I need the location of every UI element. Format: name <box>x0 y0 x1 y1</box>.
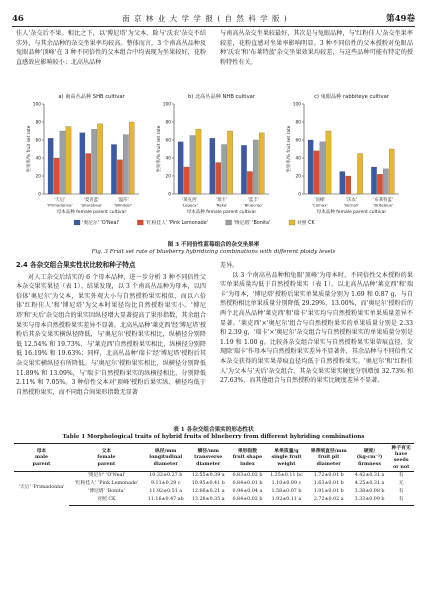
header-line: 纵径/mm <box>155 448 177 455</box>
bar <box>54 158 59 194</box>
bar <box>357 154 362 195</box>
table-cell: 无 <box>398 481 404 487</box>
panel-title: c) 兔眼品种 rabbiteye cultivar <box>314 94 389 100</box>
bar <box>129 122 134 194</box>
header-line: fruit shape <box>232 454 263 461</box>
y-tick-label: 40 <box>35 156 41 162</box>
category-label: '蓝丰' <box>247 198 259 203</box>
table-cell: '奥尼尔' 'O'Neal' <box>87 472 126 478</box>
category-label-en: 'Legacy' <box>181 202 198 208</box>
header-line: 种子有无 <box>391 445 411 451</box>
female-parent-cell: '天后' 'Primadonna' <box>18 485 65 491</box>
bar <box>326 131 331 194</box>
x-axis-label: 母本品种 female parent cultivar <box>316 210 387 215</box>
table-cell: 13.28±0.35 a <box>188 496 229 505</box>
y-tick-label: 100 <box>162 102 171 108</box>
y-tick-label: 60 <box>35 138 41 144</box>
table-cell: 10.95±0.41 b <box>191 481 225 487</box>
y-tick-label: 20 <box>35 174 41 180</box>
figure-caption-cn: 图 3 不同倍性蓝莓组合的杂交坐果率 <box>167 242 260 248</box>
bar <box>60 131 65 194</box>
bar <box>111 145 116 195</box>
table-caption-cn: 表 1 各杂交组合果实的形态性状 <box>173 427 254 433</box>
body-right-paragraph-1: 差异。 <box>220 262 239 269</box>
y-tick-label: 100 <box>292 102 301 108</box>
table-cell: 有 <box>388 496 414 505</box>
bar <box>314 151 319 194</box>
legend-label: '红粉佳人' 'Pink Lemonade' <box>145 221 208 226</box>
header-line: index <box>240 460 255 467</box>
y-tick-label: 40 <box>165 156 171 162</box>
bar <box>66 127 71 195</box>
header-line: diameter <box>196 460 221 467</box>
legend-swatch <box>137 220 143 225</box>
bar <box>320 142 325 194</box>
y-tick-label: 60 <box>165 138 171 144</box>
bar <box>241 145 246 194</box>
table-cell: 9.11±0.29 c <box>150 481 181 487</box>
bar <box>383 169 388 194</box>
figure-3 <box>14 90 414 240</box>
header-line: weight <box>277 460 296 467</box>
table-header-cell <box>388 444 414 472</box>
x-axis-label: 母本品种 female parent cultivar <box>56 210 127 215</box>
y-tick-label: 40 <box>295 156 301 162</box>
header-line: 果形指数 <box>237 448 258 455</box>
bar <box>253 140 258 194</box>
bar <box>308 140 313 194</box>
y-tick-label: 80 <box>165 120 171 126</box>
bar <box>117 160 122 194</box>
category-label: '夏普蓝' <box>83 198 100 203</box>
panel-title: b) 北高丛品种 NHB cultivar <box>188 94 255 100</box>
table-body <box>14 471 414 505</box>
table-header-cell <box>266 444 307 472</box>
table-caption-en: Table 1 Morphological traits of hybrid fruits of blueberry from different hybriding combinations <box>62 434 365 440</box>
table-row <box>14 488 414 496</box>
bar <box>190 136 195 195</box>
header-line: 硬度/ <box>363 448 376 455</box>
table-cell: 11.92±0.51 a <box>149 489 183 495</box>
table-row <box>14 480 414 488</box>
table-header-cell <box>14 444 69 472</box>
header-line: longitudinal <box>149 454 183 461</box>
table-cell: 12.55±0.39 a <box>191 472 225 478</box>
header-line: male <box>35 454 49 461</box>
header-line: or not <box>392 463 410 470</box>
table-header-cell <box>188 444 229 472</box>
table-cell: 1.58±0.07 b <box>271 489 302 495</box>
category-label: '顶峰' <box>314 198 326 203</box>
table-cell: 有 <box>398 489 404 495</box>
category-label: '瑞卡' <box>216 198 227 203</box>
y-axis-label: 坐果率/% fruit set rate <box>287 125 292 173</box>
page-number: 46 <box>12 14 24 24</box>
intro-left-column <box>16 29 206 67</box>
bar <box>377 174 382 194</box>
legend-swatch <box>74 220 80 225</box>
category-label-en: 'Bluecrop' <box>243 202 263 208</box>
legend-label: '博尼塔' 'Bonita' <box>233 221 271 226</box>
y-tick-label: 0 <box>168 192 171 198</box>
table-cell: 10.32±0.27 b <box>149 472 183 478</box>
category-label: '布莱特蓝' <box>373 198 393 203</box>
morphology-table <box>14 443 414 506</box>
table-cell: 2.72±0.02 a <box>307 496 351 505</box>
table-cell: 3.38±0.08 b <box>354 489 385 495</box>
bar <box>97 124 102 194</box>
table-cell: 12.66±0.21 a <box>191 489 225 495</box>
intro-left-paragraph: 佳人'杂交后不果。相比之下，以'博尼塔'为父本，除与'沃农'杂交不结实外，与其余品种的杂交坐果率均较高。整体而言，3 个南高丛品种及兔眼品种'顶峰'在 3 种不同倍性的父本组合中均表现为坐果较好，花粉直感效应影响较小；北高丛品种 <box>16 30 206 66</box>
y-tick-label: 0 <box>38 192 41 198</box>
section-heading-2-4: 2.4 各杂交组合果实性状比较和种子特点 <box>16 261 136 269</box>
table-cell: 1.92±0.11 a <box>266 496 307 505</box>
bar <box>184 167 189 194</box>
table-header-cell <box>69 444 144 472</box>
table-row <box>14 496 414 505</box>
bar <box>247 172 252 195</box>
table-cell: 4.42±0.31 a <box>354 472 385 478</box>
x-axis-label: 母本品种 female parent cultivar <box>186 210 257 215</box>
table-cell: 3.33±0.09 b <box>351 496 389 505</box>
header-line: (kg·cm⁻²) <box>356 454 383 461</box>
y-tick-label: 80 <box>35 120 41 126</box>
y-tick-label: 20 <box>295 174 301 180</box>
table-header-cell <box>144 444 188 472</box>
table-header-cell <box>229 444 267 472</box>
table-cell: 11.16±0.47 ab <box>144 496 188 505</box>
table-row <box>14 471 414 480</box>
table-cell: 0.83±0.02 b <box>232 472 263 478</box>
header-line: diameter <box>316 460 341 467</box>
intro-right-paragraph: 与南高丛杂交坐果较最好，其次是与兔眼品种，与'红粉佳人'杂交坐果率较差，花粉直感对坐果率影响明显。3 种不同倍性的父本授粉对兔眼品种'沃农'和'布莱特蓝'杂交坐果效果均较差，与这些品种可能有特定的授粉特性有关。 <box>220 30 413 66</box>
legend-label: 对照 CK <box>297 221 315 226</box>
body-right-paragraph-2: 以 3 个南高丛品种和兔眼'顶峰'为母本时，不同倍性父本授粉的果实单果质量均低于自然授粉果实（表 1）。以北高丛品种'莱克西'和'瑞卡'为母本，'博尼塔'授粉后果实单果质量分别为 1.69 和 0.87 g，与自然授粉相比单果质量分别降低 29.29%、13.00%，而'奥尼尔'授粉后的两个北高丛品种'莱克西'和'瑞卡'果实均与自然授粉果实单果质量差异不显著。'莱克西'×'奥尼尔'组合与自然授粉果实的单果质量分别是 2.33 和 2.39 g，'瑞卡'×'奥尼尔'杂交组合与自然授粉果实的单果质量分别是 1.19 和 1.00 g。比较各杂交组合果实与自然授粉果实果蒂痕直径，发现除'瑞卡'作母本与自然授粉果实差异不显著外，其余品种与不同倍性父本杂交获得的果实果蒂痕直径均低于自然授粉果实。'奥尼尔'和'红粉佳人'为父本与'天后'杂交组合，其杂交果实果实硬度分别增加 32.73% 和 27.63%，而其他组合与自然授粉的果实比硬度差异不显著。 <box>220 271 413 385</box>
category-label-en: 'Reka' <box>215 202 228 208</box>
category-label-en: 'Climax' <box>312 202 328 208</box>
legend-swatch <box>226 220 232 225</box>
bar <box>196 129 201 194</box>
bar <box>346 176 351 194</box>
figure-3-chart <box>14 90 414 240</box>
bar <box>216 163 221 195</box>
category-label: '温莎' <box>117 198 129 203</box>
table-header-row <box>14 444 414 472</box>
y-tick-label: 60 <box>295 138 301 144</box>
header-line: fruit pit <box>318 454 340 461</box>
category-label: '沃农' <box>346 198 357 203</box>
category-label-en: 'Windsor' <box>114 202 133 208</box>
header-line: parent <box>97 460 116 467</box>
table-cell: 4.25±0.31 a <box>354 481 385 487</box>
table-cell: 1.63±0.01 b <box>313 481 344 487</box>
table-cell: 0.84±0.01 b <box>232 481 263 487</box>
bar <box>227 131 232 194</box>
body-right-column <box>220 261 413 386</box>
table-header-cell <box>351 444 389 472</box>
bar <box>123 135 128 194</box>
header-line: 单果质量/g <box>274 448 299 455</box>
table-cell: 0.84±0.02 b <box>229 496 267 505</box>
table-cell: 对照 CK <box>69 496 144 505</box>
y-axis-label: 坐果率/% fruit set rate <box>27 125 32 173</box>
header-line: female <box>97 454 116 461</box>
table-cell: 1.35±0.11 bc <box>270 472 303 478</box>
y-tick-label: 80 <box>295 120 301 126</box>
figure-caption-en: Fig. 3 Fruit set rate of blueberry hybridizing combinations with different ploidy levels <box>91 249 336 255</box>
table-cell: 0.94±0.04 a <box>232 489 263 495</box>
y-tick-label: 0 <box>298 192 301 198</box>
y-axis-label: 坐果率/% fruit set rate <box>157 125 162 173</box>
header-line: firmness <box>358 460 382 467</box>
bar <box>80 133 85 194</box>
legend-label: '奥尼尔' 'O'Neal' <box>82 221 120 226</box>
category-label-en: 'Vernon' <box>343 202 360 208</box>
table-cell: 有 <box>398 472 404 478</box>
category-label: '天后' <box>54 198 66 203</box>
body-left-paragraph: 对人工杂交后结实的 6 个母本品种，进一步分析 3 种不同倍性父本杂交果实果径（表 1）。结果发现，以 3 个南高丛品种为母本，以四倍体'奥尼尔'为父本，果实外观大小与自然授粉果实相似，而以六倍体'红粉佳人'和'博尼塔'为父本时果径均比自然授粉果实小。'博尼塔'和'天后'杂交组合的果实因纵径增大显著提高了果形指数，其余组合果实与母本自然授粉果实差异不显著。北高丛品种'莱克西'经'博尼塔'授粉后其杂交果实横纵径降低，与'奥尼尔'授粉果实相比，纵横径分别降低 12.54% 和 19.73%，与'莱克西'自然授粉果实相比，纵横径分别降低 16.19% 和 19.63%；同样，北高丛品种'瑞卡'经'博尼塔'授粉后其杂交果实横纵径有所降低。与'奥尼尔'授粉果实相比，纵横径分别降低 11.89% 和 13.09%，与'瑞卡'自然授粉果实的纵横径相比，分别降低 2.11% 和 7.05%。3 种倍性父本对'顶峰'授粉后果实纵、横径均低于自然授粉果实，而不同组合间果形指数无显著 <box>16 273 206 396</box>
header-line: transverse <box>194 454 223 461</box>
header-line: 母本 <box>36 448 47 455</box>
bar <box>259 133 264 194</box>
table-header-cell <box>307 444 351 472</box>
table-cell: 1.91±0.01 b <box>313 489 344 495</box>
intro-right-column <box>220 29 413 67</box>
table-cell: '红粉佳人' 'Pink Lemonade' <box>74 481 139 487</box>
table-1 <box>14 443 414 506</box>
header-line: parent <box>32 460 51 467</box>
panel-title: a) 南高丛品种 SHB cultivar <box>58 94 125 100</box>
bar <box>48 138 53 194</box>
table-cell: 1.72±0.01 b <box>313 472 344 478</box>
category-label-en: 'Briteblue' <box>373 202 394 208</box>
header-line: 横径/mm <box>197 448 219 455</box>
bar <box>389 149 394 194</box>
table-cell: 1.10±0.09 c <box>271 481 302 487</box>
header-line: diameter <box>153 460 178 467</box>
y-tick-label: 100 <box>32 102 41 108</box>
bar <box>222 145 227 195</box>
journal-title: 南 京 林 业 大 学 学 报 ( 自 然 科 学 版 ) <box>122 14 288 23</box>
page-header <box>12 10 415 27</box>
header-line: have <box>394 451 408 458</box>
category-label: '莱克西' <box>182 198 198 203</box>
bar <box>86 154 91 195</box>
header-line: single fruit <box>271 454 302 461</box>
bar <box>340 172 345 195</box>
category-label-en: 'Primadonna' <box>47 202 73 208</box>
bar <box>92 129 97 194</box>
header-line: 果蒂痕直径/mm <box>310 448 347 455</box>
bar <box>210 138 215 194</box>
header-line: 父本 <box>101 448 112 455</box>
bar <box>371 167 376 194</box>
body-left-column <box>16 261 206 397</box>
volume-label: 第49卷 <box>386 14 415 24</box>
category-label-en: 'Sharpblue' <box>80 202 103 208</box>
legend-swatch <box>289 220 295 225</box>
bar <box>178 142 183 194</box>
header-line: seeds <box>393 457 409 464</box>
table-cell: '博尼塔' 'Bonita' <box>87 489 125 495</box>
y-tick-label: 20 <box>165 174 171 180</box>
